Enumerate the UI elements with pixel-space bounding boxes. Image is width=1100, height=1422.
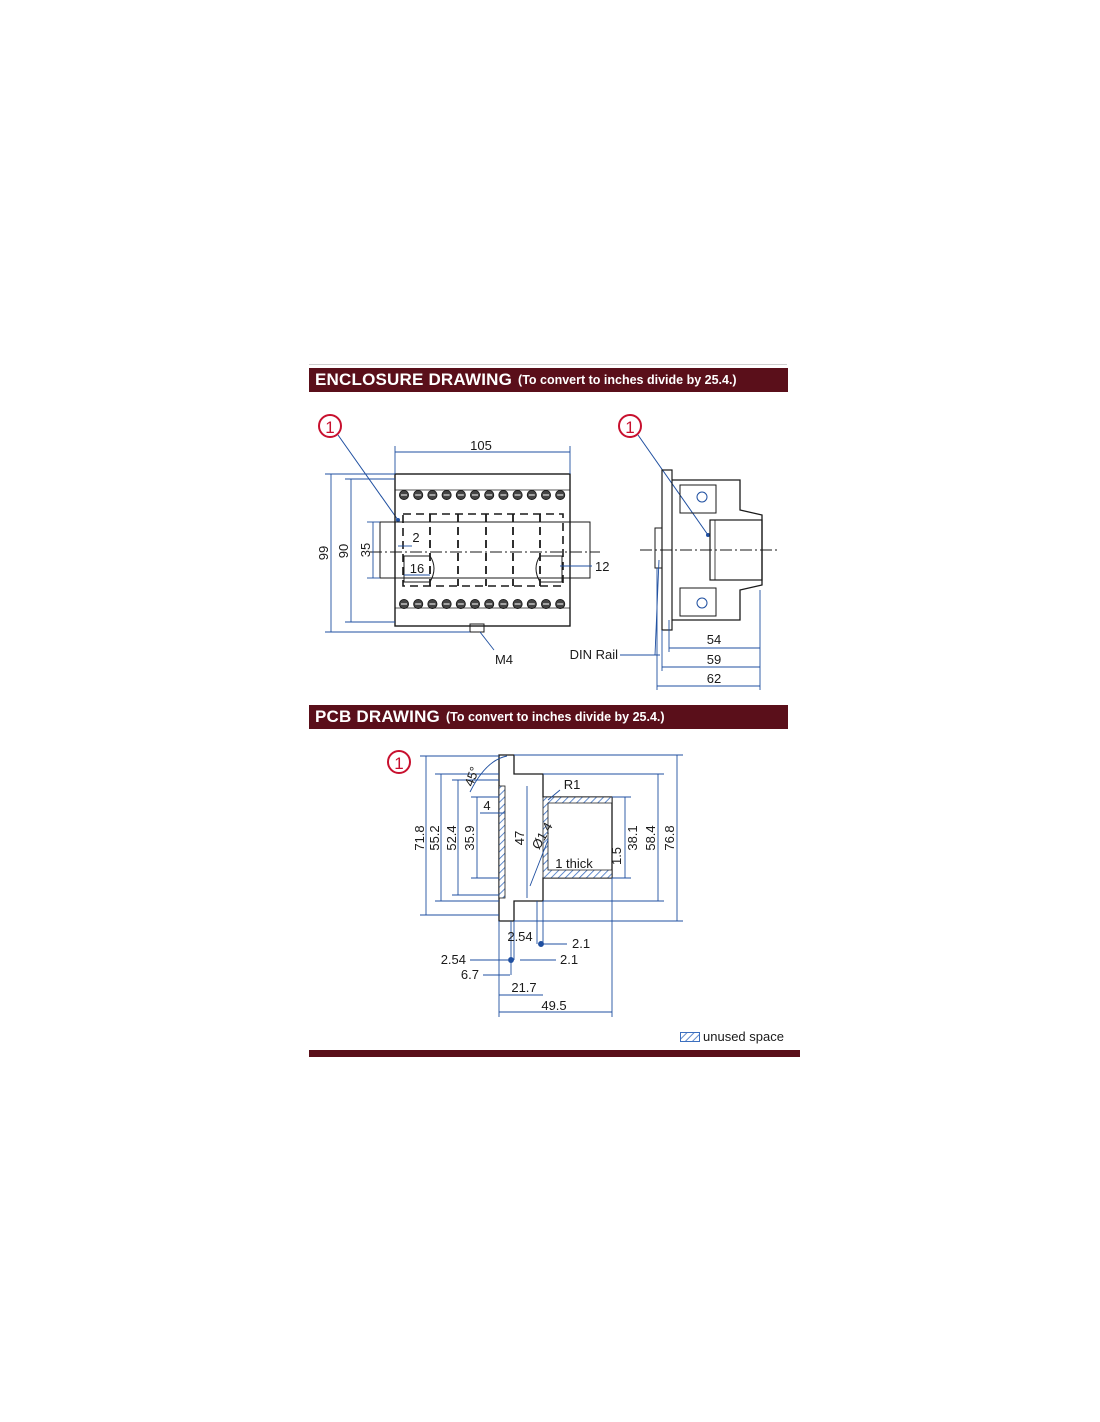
pcb-bottom-2-1-right: 2.1: [560, 952, 579, 967]
enclosure-note: (To convert to inches divide by 25.4.): [518, 373, 737, 387]
pcb-bottom-2-1-top: 2.1: [572, 936, 591, 951]
legend-label: unused space: [703, 1029, 784, 1044]
pcb-radius-label: R1: [563, 777, 581, 792]
pcb-dim-55-2: 55.2: [427, 825, 442, 851]
pcb-bottom-2-54-left: 2.54: [440, 952, 466, 967]
pcb-angle-label: 45°: [461, 764, 483, 789]
pcb-small-4: 4: [483, 798, 491, 813]
pcb-dim-71-8: 71.8: [412, 825, 427, 851]
side-depth-59: 59: [706, 652, 722, 667]
pcb-dim-1-5: 1.5: [609, 846, 624, 866]
pcb-callout: [388, 751, 410, 773]
pcb-dimensions: [420, 755, 683, 1017]
enclosure-title: ENCLOSURE DRAWING: [315, 370, 513, 389]
legend: [680, 1029, 784, 1044]
pcb-hole-label: Ø1.4: [528, 819, 556, 852]
front-inner-2: 2: [412, 530, 420, 545]
pcb-bottom-2-54-top: 2.54: [507, 929, 533, 944]
front-width-label: 105: [470, 438, 492, 453]
svg-text:1: 1: [394, 754, 404, 773]
pcb-title: PCB DRAWING: [315, 707, 440, 726]
front-m4-label: M4: [494, 652, 514, 667]
din-rail-label: DIN Rail: [569, 647, 618, 662]
front-right-12: 12: [595, 559, 610, 574]
side-depth-54: 54: [706, 632, 722, 647]
pcb-bottom-49-5: 49.5: [541, 998, 567, 1013]
side-depth-62: 62: [706, 671, 722, 686]
pcb-dim-47: 47: [512, 830, 527, 846]
pcb-bottom-21-7: 21.7: [511, 980, 537, 995]
front-height-90: 90: [336, 543, 351, 559]
pcb-dim-58-4: 58.4: [643, 825, 658, 851]
svg-text:1: 1: [325, 418, 335, 437]
front-height-99: 99: [316, 545, 331, 561]
pcb-dim-38-1: 38.1: [625, 825, 640, 851]
pcb-bottom-6-7: 6.7: [460, 967, 479, 982]
svg-text:1: 1: [625, 418, 635, 437]
pcb-dim-52-4: 52.4: [444, 825, 459, 851]
front-height-35: 35: [358, 542, 373, 558]
pcb-thickness-label: 1 thick: [555, 856, 593, 871]
pcb-note: (To convert to inches divide by 25.4.): [445, 710, 665, 724]
hatch-swatch-icon: [680, 1032, 700, 1042]
footer-bar: [309, 1050, 800, 1057]
pcb-dim-35-9: 35.9: [462, 825, 477, 851]
front-inner-16: 16: [409, 561, 425, 576]
pcb-dim-76-8: 76.8: [662, 825, 677, 851]
